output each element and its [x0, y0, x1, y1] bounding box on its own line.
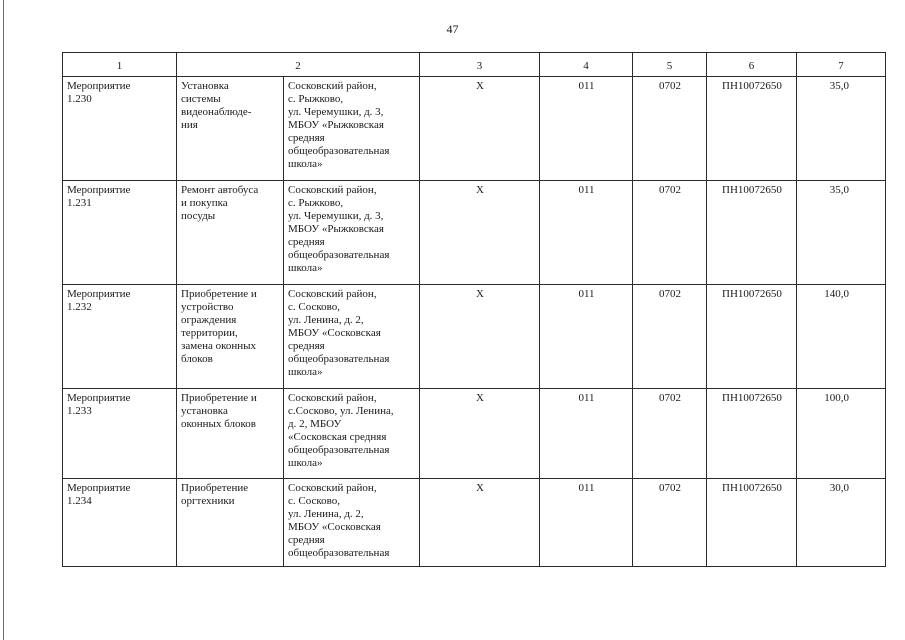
table-row [63, 181, 886, 285]
table-row [63, 285, 886, 389]
col7-cell: 100,0 [797, 389, 886, 479]
action-cell: Приобретение и устройство ограждения территории, замена оконных блоков [177, 285, 284, 389]
address-cell: Сосковский район, с.Сосково, ул. Ленина, д. 2, МБОУ «Сосковская средняя общеобразовательная школа» [284, 389, 420, 479]
col6-cell: ПН10072650 [707, 389, 797, 479]
measure-cell: Мероприятие 1.231 [63, 181, 177, 285]
table-row [63, 389, 886, 479]
col3-cell: X [420, 389, 540, 479]
col6-cell: ПН10072650 [707, 285, 797, 389]
header-col-1: 1 [63, 53, 177, 77]
col7-cell: 140,0 [797, 285, 886, 389]
table-header-row [63, 53, 886, 77]
header-col-3: 3 [420, 53, 540, 77]
measure-cell: Мероприятие 1.232 [63, 285, 177, 389]
address-cell: Сосковский район, с. Сосково, ул. Ленина, д. 2, МБОУ «Сосковская средняя общеобразовательная школа» [284, 285, 420, 389]
col3-cell: X [420, 181, 540, 285]
col4-cell: 011 [540, 479, 633, 567]
measure-cell: Мероприятие 1.234 [63, 479, 177, 567]
header-col-5: 5 [633, 53, 707, 77]
col4-cell: 011 [540, 285, 633, 389]
table-row [63, 77, 886, 181]
col3-cell: X [420, 285, 540, 389]
col3-cell: X [420, 479, 540, 567]
table-row [63, 479, 886, 567]
action-cell: Приобретение и установка оконных блоков [177, 389, 284, 479]
action-cell: Установка системы видеонаблюде- ния [177, 77, 284, 181]
action-cell: Ремонт автобуса и покупка посуды [177, 181, 284, 285]
col5-cell: 0702 [633, 389, 707, 479]
header-col-4: 4 [540, 53, 633, 77]
col4-cell: 011 [540, 77, 633, 181]
measures-table [62, 52, 886, 567]
measure-cell: Мероприятие 1.233 [63, 389, 177, 479]
col3-cell: X [420, 77, 540, 181]
col7-cell: 35,0 [797, 181, 886, 285]
col4-cell: 011 [540, 181, 633, 285]
address-cell: Сосковский район, с. Рыжково, ул. Черемушки, д. 3, МБОУ «Рыжковская средняя общеобразовательная школа» [284, 77, 420, 181]
col7-cell: 30,0 [797, 479, 886, 567]
col6-cell: ПН10072650 [707, 181, 797, 285]
col5-cell: 0702 [633, 77, 707, 181]
col6-cell: ПН10072650 [707, 77, 797, 181]
action-cell: Приобретение оргтехники [177, 479, 284, 567]
col5-cell: 0702 [633, 181, 707, 285]
col4-cell: 011 [540, 389, 633, 479]
measure-cell: Мероприятие 1.230 [63, 77, 177, 181]
col7-cell: 35,0 [797, 77, 886, 181]
header-col-2: 2 [177, 53, 420, 77]
col5-cell: 0702 [633, 479, 707, 567]
scan-edge-line [3, 0, 4, 640]
address-cell: Сосковский район, с. Рыжково, ул. Черемушки, д. 3, МБОУ «Рыжковская средняя общеобразовательная школа» [284, 181, 420, 285]
header-col-7: 7 [797, 53, 886, 77]
header-col-6: 6 [707, 53, 797, 77]
col5-cell: 0702 [633, 285, 707, 389]
col6-cell: ПН10072650 [707, 479, 797, 567]
address-cell: Сосковский район, с. Сосково, ул. Ленина, д. 2, МБОУ «Сосковская средняя общеобразовательная [284, 479, 420, 567]
page-number: 47 [446, 22, 459, 36]
